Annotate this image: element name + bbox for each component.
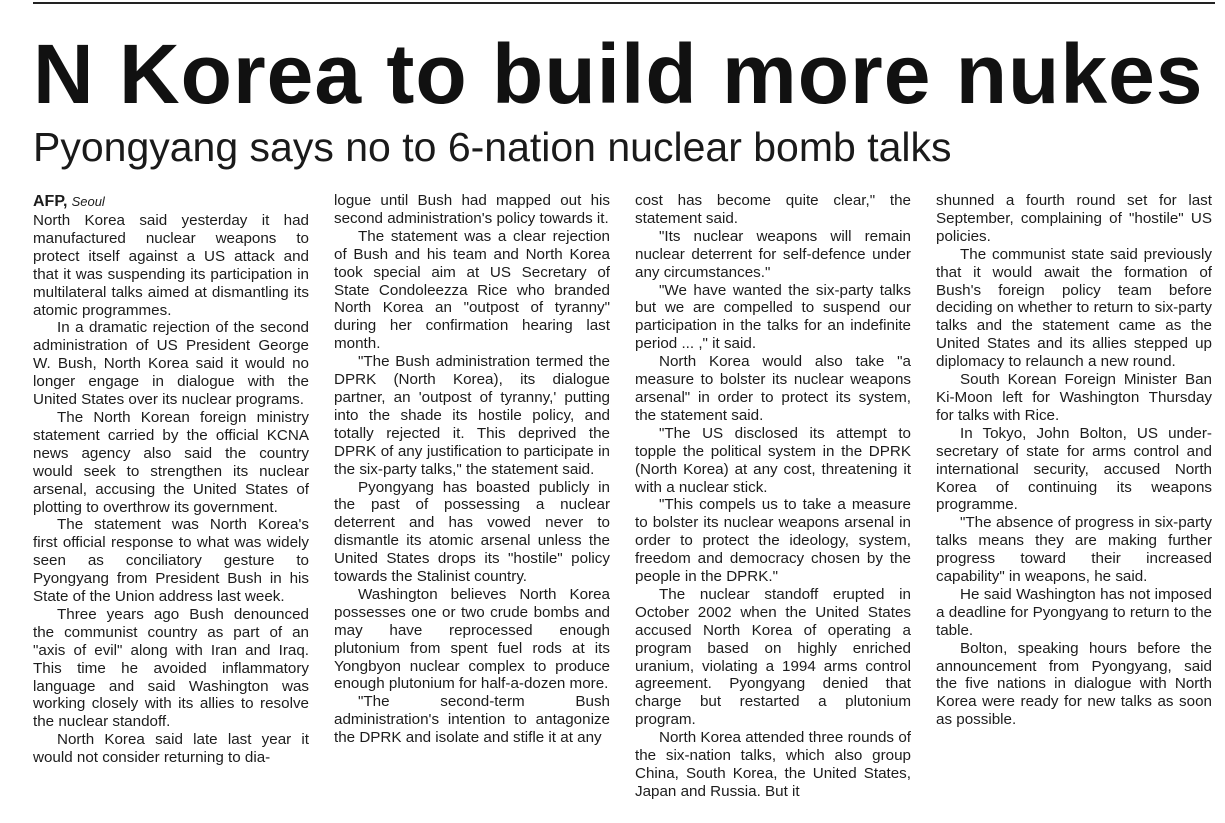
byline-dateline: Seoul [71,194,105,209]
paragraph: The statement was a clear rejection of Bush and his team and North Korea took special aim at US Secretary of State Condoleezza Rice who branded North Korea an "outpost of tyranny" during her confirmation hearing last month. [334,227,610,353]
paragraph: The North Korean foreign ministry statement carried by the official KCNA news agency also said the country would seek to strengthen its nuclear arsenal, accusing the United States of plotting to overthrow its government. [33,408,309,516]
paragraph: "The US disclosed its attempt to topple the political system in the DPRK (North Korea) at any cost, threatening it with a nuclear stick. [635,424,911,496]
paragraph: North Korea said late last year it would not consider returning to dia- [33,731,309,767]
article-column-2 [334,192,610,747]
paragraph: "This compels us to take a measure to bolster its nuclear weapons arsenal in order to protect the ideology, system, freedom and democracy chosen by the people in the DPRK." [635,496,911,586]
paragraph: "The second-term Bush administration's intention to antagonize the DPRK and isolate and stifle it at any [334,693,610,747]
paragraph: logue until Bush had mapped out his second administration's policy towards it. [334,192,610,227]
article-column-3 [635,192,911,801]
article-column-4 [936,192,1212,729]
paragraph: "The Bush administration termed the DPRK (North Korea), its dialogue partner, an 'outpost of tyranny,' putting into the shade its hostile policy, and totally rejected it. This deprived the DPRK of any justification to participate in the six-party talks," the statement said. [334,353,610,478]
paragraph: Bolton, speaking hours before the announcement from Pyongyang, said the five nations in dialogue with North Korea were ready for new talks as soon as possible. [936,639,1212,729]
paragraph: He said Washington has not imposed a deadline for Pyongyang to return to the table. [936,585,1212,639]
paragraph: "Its nuclear weapons will remain nuclear deterrent for self-defence under any circumstances." [635,227,911,281]
paragraph: North Korea said yesterday it had manufactured nuclear weapons to protect itself against a US attack and that it was suspending its participation in multilateral talks aimed at dismantling its atomic programmes. [33,212,309,319]
top-rule [33,2,1215,4]
byline [33,192,309,212]
paragraph: North Korea would also take "a measure to bolster its nuclear weapons arsenal" in order to protect its system, the statement said. [635,353,911,424]
article-column-1 [33,192,309,767]
paragraph: "We have wanted the six-party talks but we are compelled to suspend our participation in the talks for an indefinite period ... ," it said. [635,281,911,353]
paragraph: South Korean Foreign Minister Ban Ki-Moon left for Washington Thursday for talks with Rice. [936,371,1212,424]
paragraph: Washington believes North Korea possesses one or two crude bombs and may have reprocessed enough plutonium from spent fuel rods at its Yongbyon nuclear complex to produce enough plutonium for half-a-dozen more. [334,585,610,693]
paragraph: Three years ago Bush denounced the communist country as part of an "axis of evil" along with Iran and Iraq. This time he avoided inflammatory language and said Washington was working closely with its allies to resolve the nuclear standoff. [33,605,309,731]
byline-agency: AFP, [33,193,68,210]
paragraph: cost has become quite clear," the statement said. [635,192,911,227]
headline: N Korea to build more nukes [33,27,1204,121]
paragraph: Pyongyang has boasted publicly in the past of possessing a nuclear deterrent and has vowed never to dismantle its atomic arsenal unless the United States drops its "hostile" policy towards the Stalinist country. [334,478,610,586]
paragraph: North Korea attended three rounds of the six-nation talks, which also group China, South Korea, the United States, Japan and Russia. But it [635,729,911,800]
paragraph: In Tokyo, John Bolton, US under-secretary of state for arms control and international security, accused North Korea of continuing its weapons programme. [936,424,1212,514]
paragraph: The communist state said previously that it would await the formation of Bush's foreign policy team before deciding on whether to return to six-party talks and the statement came as the United States and its allies stepped up diplomacy to relaunch a new round. [936,245,1212,371]
paragraph: The statement was North Korea's first official response to what was widely seen as conciliatory gesture to Pyongyang from President Bush in his State of the Union address last week. [33,516,309,606]
subheadline: Pyongyang says no to 6-nation nuclear bomb talks [33,124,952,170]
paragraph: shunned a fourth round set for last September, complaining of "hostile" US policies. [936,192,1212,245]
paragraph: "The absence of progress in six-party talks means they are making further progress toward their increased capability" in weapons, he said. [936,514,1212,586]
paragraph: The nuclear standoff erupted in October 2002 when the United States accused North Korea of operating a program based on highly enriched uranium, violating a 1994 arms control agreement. Pyongyang denied that charge but restarted a plutonium program. [635,585,911,729]
paragraph: In a dramatic rejection of the second administration of US President George W. Bush, North Korea said it would no longer engage in dialogue with the United States over its nuclear programs. [33,319,309,409]
